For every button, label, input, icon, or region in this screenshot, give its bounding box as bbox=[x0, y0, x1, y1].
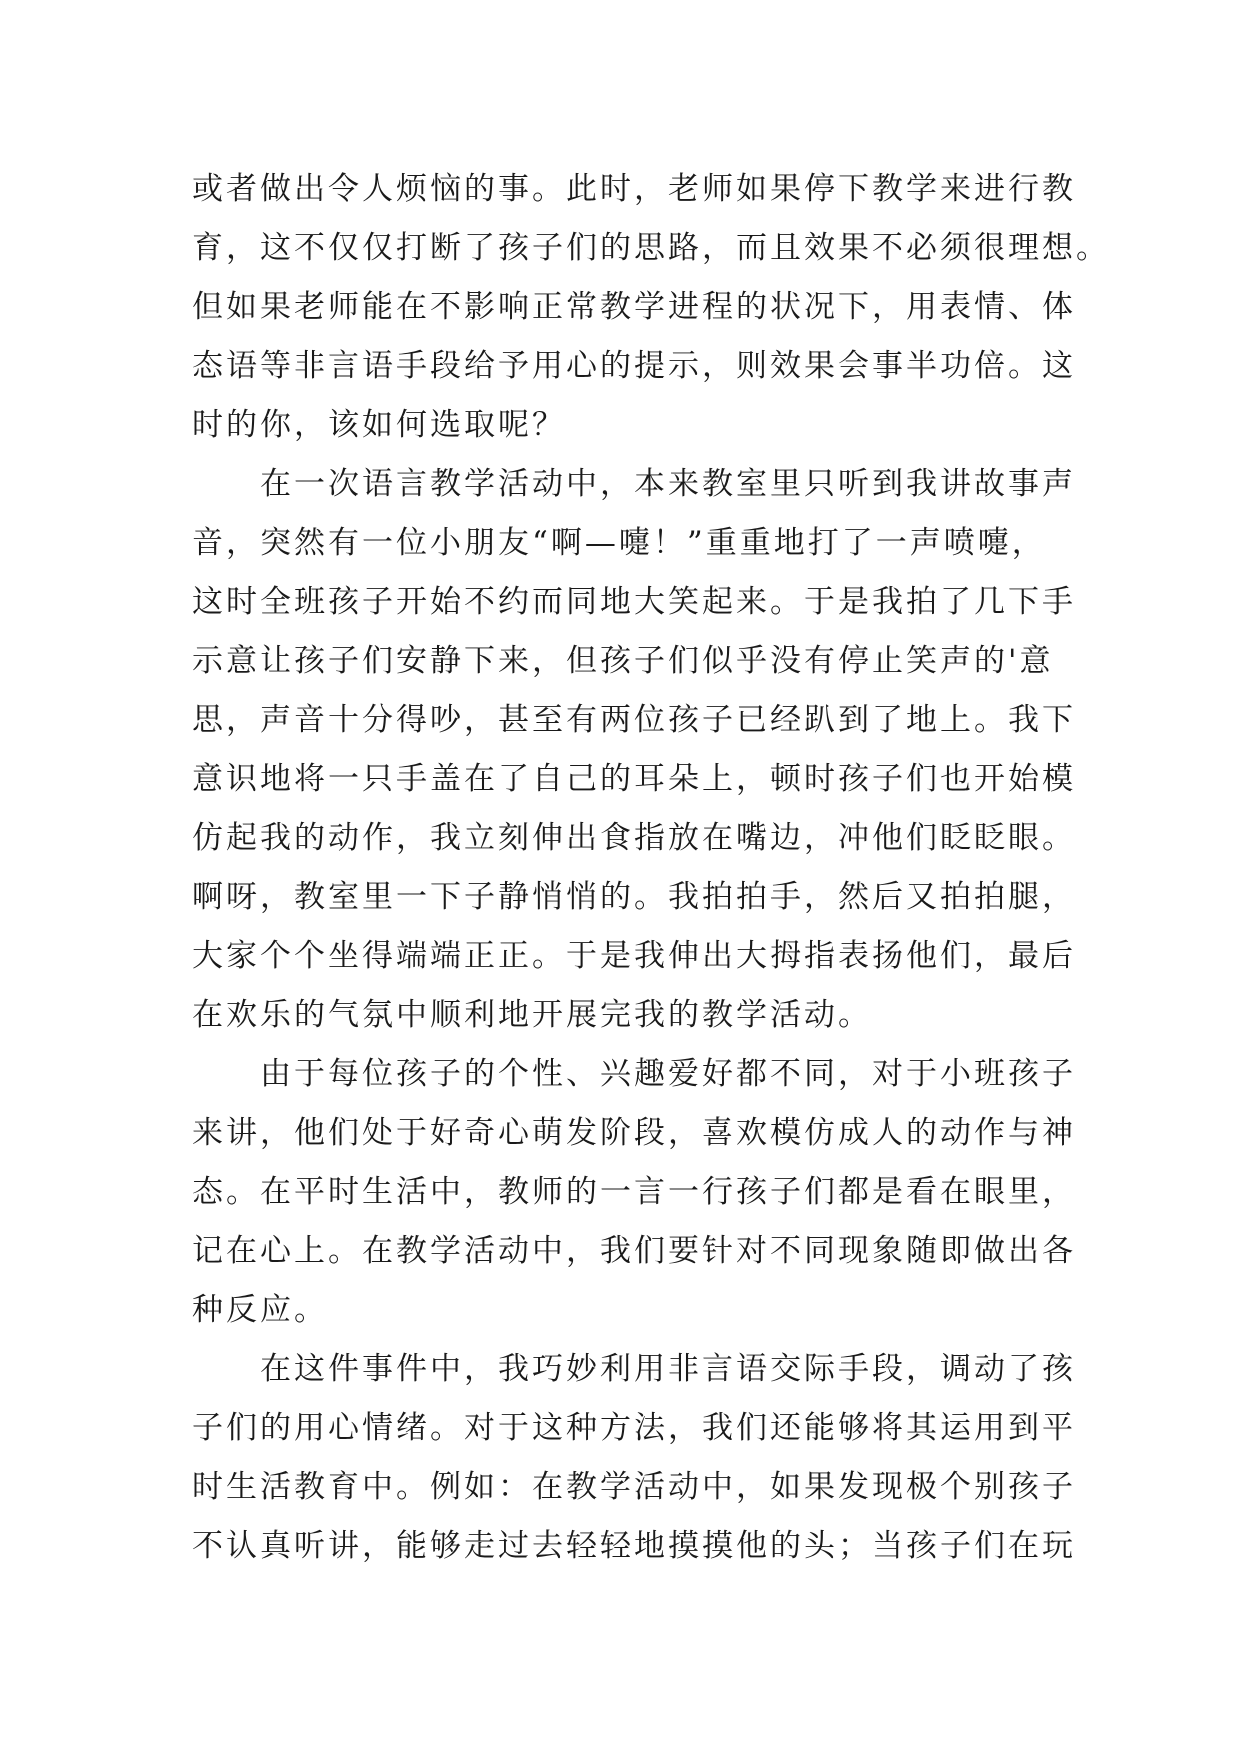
text-line: 或者做出令人烦恼的事。此时，老师如果停下教学来进行教 bbox=[192, 171, 1076, 207]
text-line: 音，突然有一位小朋友“啊—嚏！”重重地打了一声喷嚏， bbox=[192, 525, 1046, 561]
text-line: 由于每位孩子的个性、兴趣爱好都不同，对于小班孩子 bbox=[192, 1056, 1076, 1092]
text-line: 但如果老师能在不影响正常教学进程的状况下，用表情、体 bbox=[192, 289, 1076, 325]
text-line: 在欢乐的气氛中顺利地开展完我的教学活动。 bbox=[192, 997, 872, 1033]
text-line: 来讲，他们处于好奇心萌发阶段，喜欢模仿成人的动作与神 bbox=[192, 1115, 1076, 1151]
text-line: 意识地将一只手盖在了自己的耳朵上，顿时孩子们也开始模 bbox=[192, 761, 1076, 797]
text-line: 啊呀，教室里一下子静悄悄的。我拍拍手，然后又拍拍腿， bbox=[192, 879, 1076, 915]
text-line: 时生活教育中。例如：在教学活动中，如果发现极个别孩子 bbox=[192, 1469, 1076, 1505]
text-line: 思，声音十分得吵，甚至有两位孩子已经趴到了地上。我下 bbox=[192, 702, 1076, 738]
text-line: 记在心上。在教学活动中，我们要针对不同现象随即做出各 bbox=[192, 1233, 1076, 1269]
text-line: 在一次语言教学活动中，本来教室里只听到我讲故事声 bbox=[192, 466, 1076, 502]
text-line: 种反应。 bbox=[192, 1292, 328, 1328]
text-line: 大家个个坐得端端正正。于是我伸出大拇指表扬他们，最后 bbox=[192, 938, 1076, 974]
document-body bbox=[192, 160, 1110, 1576]
text-line: 时的你，该如何选取呢？ bbox=[192, 407, 566, 443]
text-line: 这时全班孩子开始不约而同地大笑起来。于是我拍了几下手 bbox=[192, 584, 1076, 620]
text-line: 态语等非言语手段给予用心的提示，则效果会事半功倍。这 bbox=[192, 348, 1076, 384]
text-line: 子们的用心情绪。对于这种方法，我们还能够将其运用到平 bbox=[192, 1410, 1076, 1446]
text-line: 不认真听讲，能够走过去轻轻地摸摸他的头；当孩子们在玩 bbox=[192, 1528, 1076, 1564]
text-line: 育，这不仅仅打断了孩子们的思路，而且效果不必须很理想。 bbox=[192, 230, 1110, 266]
text-line: 示意让孩子们安静下来，但孩子们似乎没有停止笑声的'意 bbox=[192, 643, 1054, 679]
text-line: 态。在平时生活中，教师的一言一行孩子们都是看在眼里， bbox=[192, 1174, 1076, 1210]
text-line: 在这件事件中，我巧妙利用非言语交际手段，调动了孩 bbox=[192, 1351, 1076, 1387]
text-line: 仿起我的动作，我立刻伸出食指放在嘴边，冲他们眨眨眼。 bbox=[192, 820, 1076, 856]
